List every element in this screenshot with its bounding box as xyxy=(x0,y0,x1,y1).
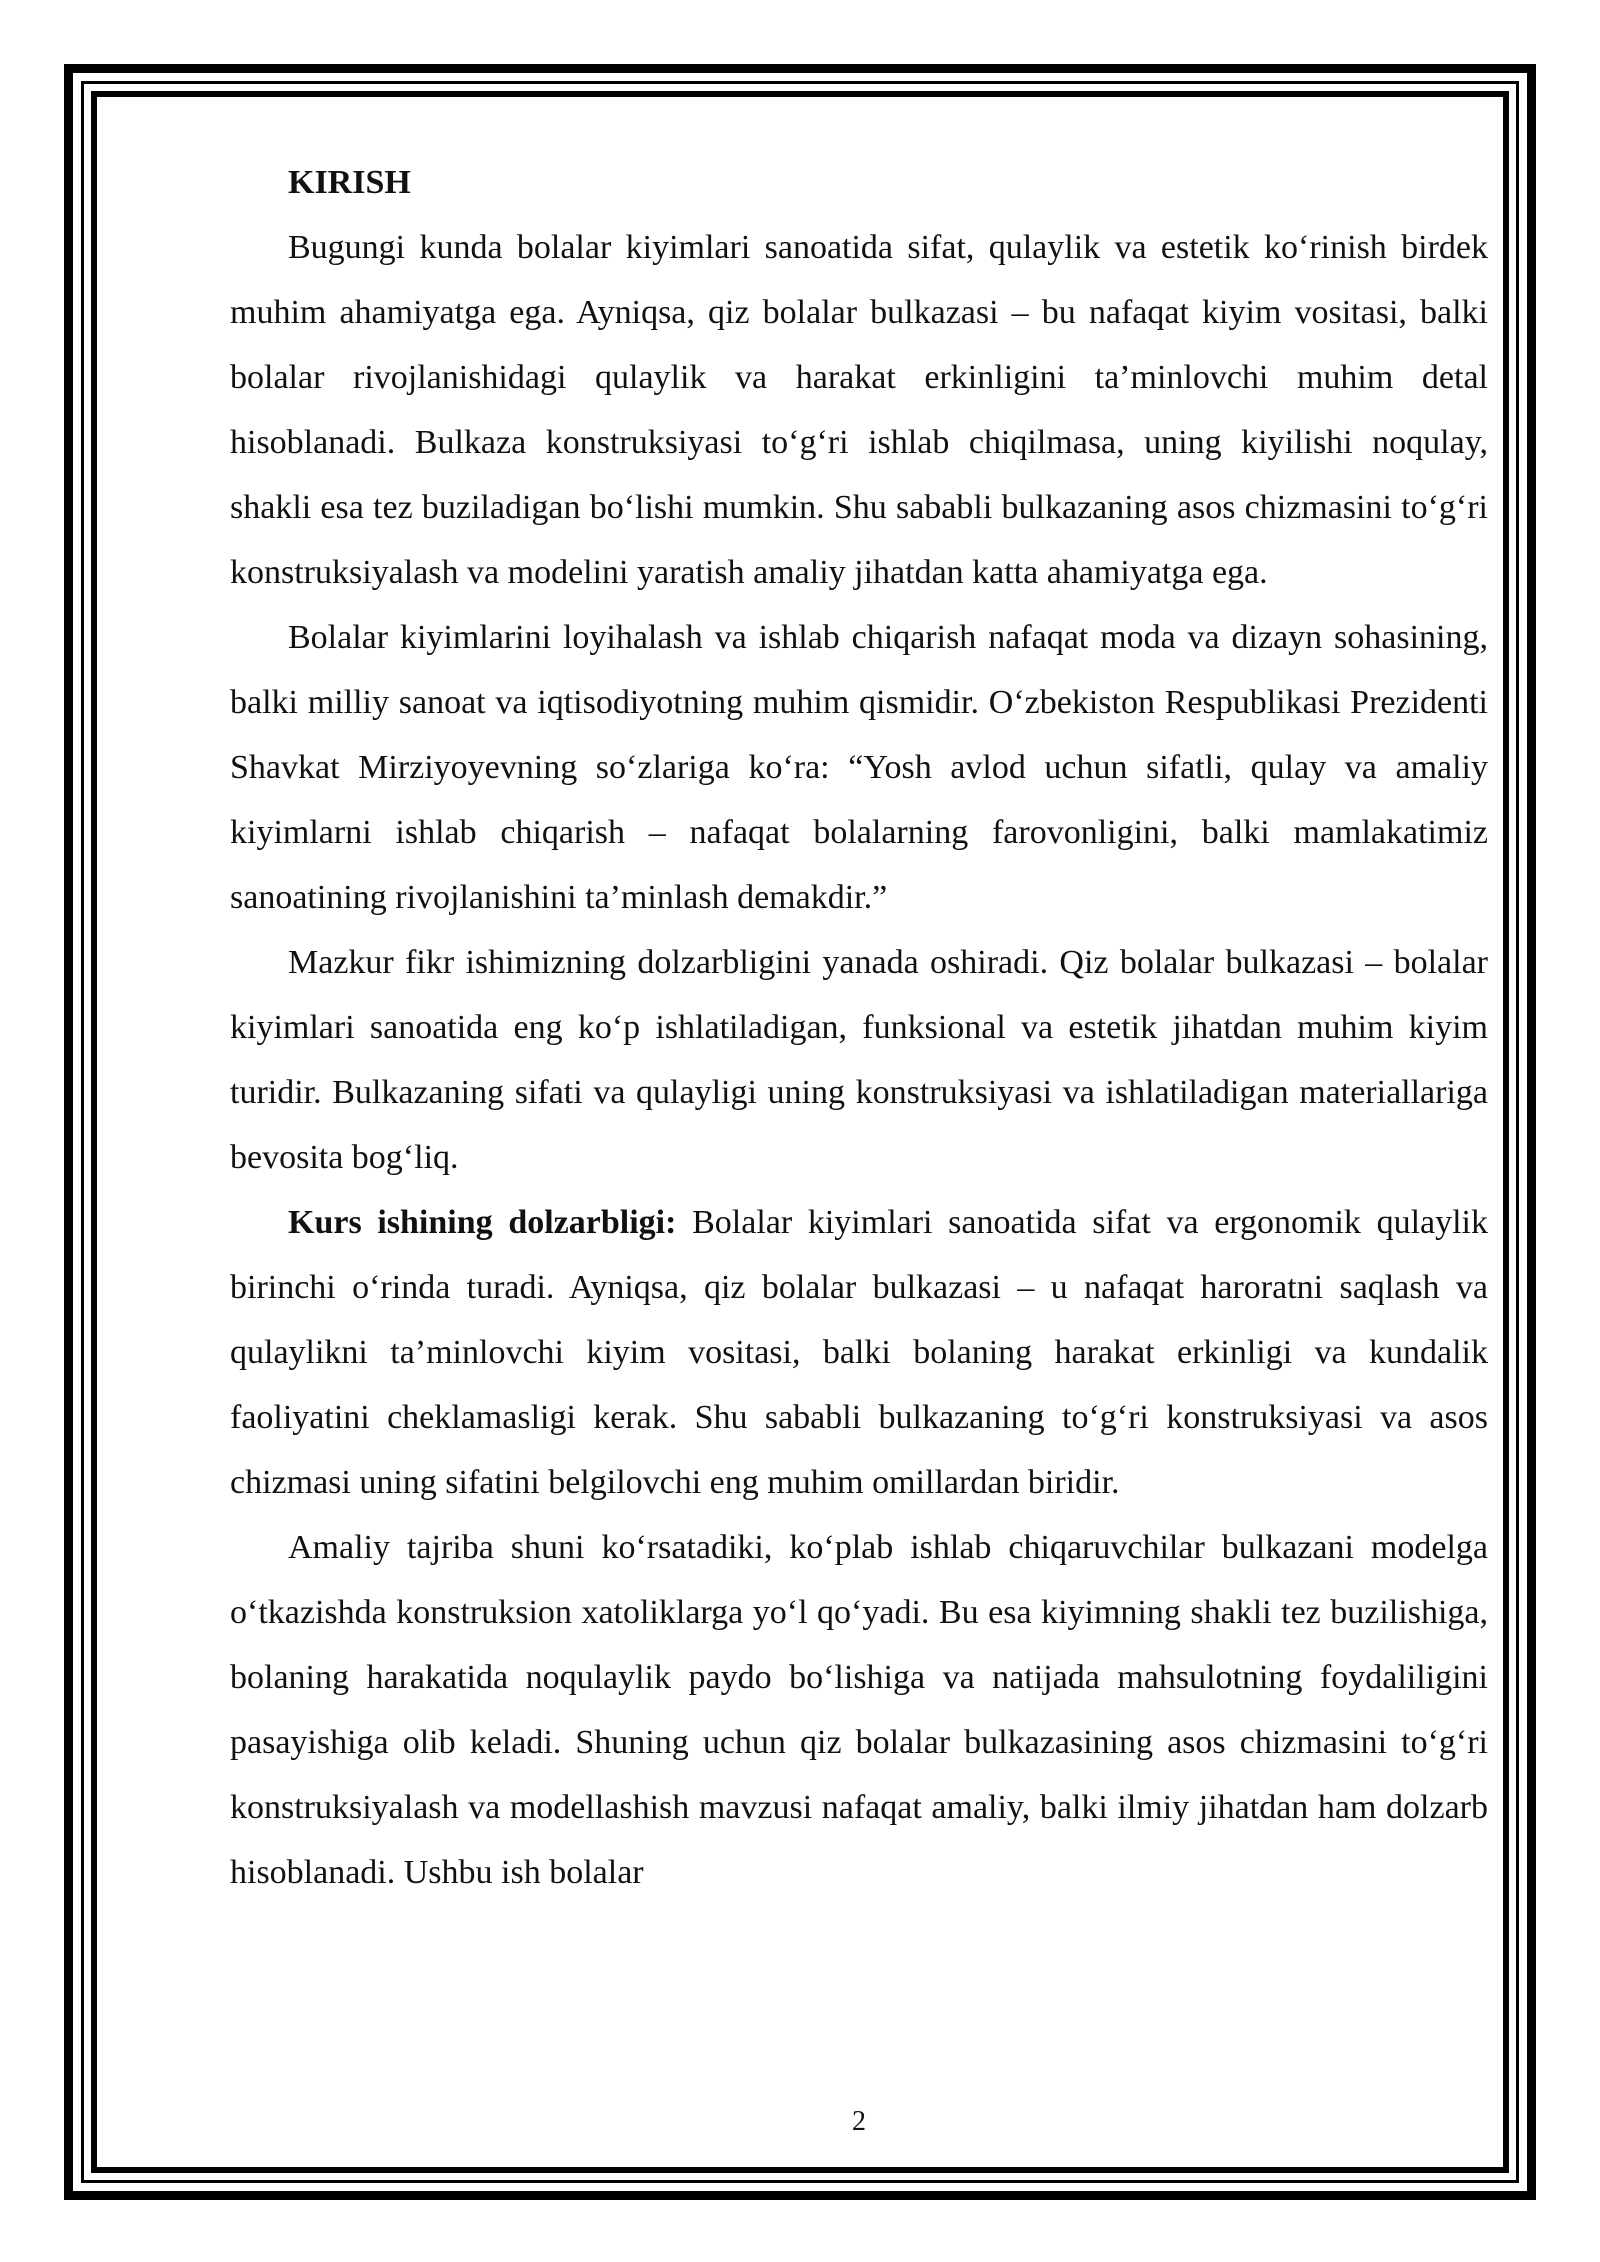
page-number: 2 xyxy=(852,2106,866,2137)
paragraph-1 xyxy=(230,215,1488,605)
paragraph-3-text: Mazkur fikr ishimizning dolzarbligini yanada oshiradi. Qiz bolalar bulkazasi – bolalar kiyimlari sanoatida eng ko‘p ishlatiladigan, funksional va estetik jihatdan muhim kiyim turidir. Bulkazaning sifati va qulayligi uning konstruksiyasi va ishlatiladigan materiallariga bevosita bog‘liq. xyxy=(230,944,1488,1176)
document-body xyxy=(230,150,1488,1905)
paragraph-2-text: Bolalar kiyimlarini loyihalash va ishlab chiqarish nafaqat moda va dizayn sohasining, balki milliy sanoat va iqtisodiyotning muhim qismidir. O‘zbekiston Respublikasi Prezidenti Shavkat Mirziyoyevning so‘zlariga ko‘ra: “Yosh avlod uchun sifatli, qulay va amaliy kiyimlarni ishlab chiqarish – nafaqat bolalarning farovonligini, balki mamlakatimiz sanoatining rivojlanishini ta’minlash demakdir.” xyxy=(230,619,1488,916)
paragraph-5-text: Amaliy tajriba shuni ko‘rsatadiki, ko‘plab ishlab chiqaruvchilar bulkazani modelga o‘tkazishda konstruksion xatoliklarga yo‘l qo‘yadi. Bu esa kiyimning shakli tez buzilishiga, bolaning harakatida noqulaylik paydo bo‘lishiga va natijada mahsulotning foydaliligini pasayishiga olib keladi. Shuning uchun qiz bolalar bulkazasining asos chizmasini to‘g‘ri konstruksiyalash va modellashish mavzusi nafaqat amaliy, balki ilmiy jihatdan ham dolzarb hisoblanadi. Ushbu ish bolalar xyxy=(230,1529,1488,1891)
paragraph-2 xyxy=(230,605,1488,930)
paragraph-5 xyxy=(230,1515,1488,1905)
paragraph-4-lead: Kurs ishining dolzarbligi: xyxy=(288,1204,677,1241)
paragraph-3 xyxy=(230,930,1488,1190)
paragraph-1-text: Bugungi kunda bolalar kiyimlari sanoatida sifat, qulaylik va estetik ko‘rinish birdek muhim ahamiyatga ega. Ayniqsa, qiz bolalar bulkazasi – bu nafaqat kiyim vositasi, balki bolalar rivojlanishidagi qulaylik va harakat erkinligini ta’minlovchi muhim detal hisoblanadi. Bulkaza konstruksiyasi to‘g‘ri ishlab chiqilmasa, uning kiyilishi noqulay, shakli esa tez buziladigan bo‘lishi mumkin. Shu sababli bulkazaning asos chizmasini to‘g‘ri konstruksiyalash va modelini yaratish amaliy jihatdan katta ahamiyatga ega. xyxy=(230,229,1488,591)
paragraph-4-text: Bolalar kiyimlari sanoatida sifat va ergonomik qulaylik birinchi o‘rinda turadi. Ayniqsa, qiz bolalar bulkazasi – u nafaqat haroratni saqlash va qulaylikni ta’minlovchi kiyim vositasi, balki bolaning harakat erkinligi va kundalik faoliyatini cheklamasligi kerak. Shu sababli bulkazaning to‘g‘ri konstruksiyasi va asos chizmasi uning sifatini belgilovchi eng muhim omillardan biridir. xyxy=(230,1204,1488,1501)
section-heading: KIRISH xyxy=(288,164,411,201)
paragraph-4 xyxy=(230,1190,1488,1515)
